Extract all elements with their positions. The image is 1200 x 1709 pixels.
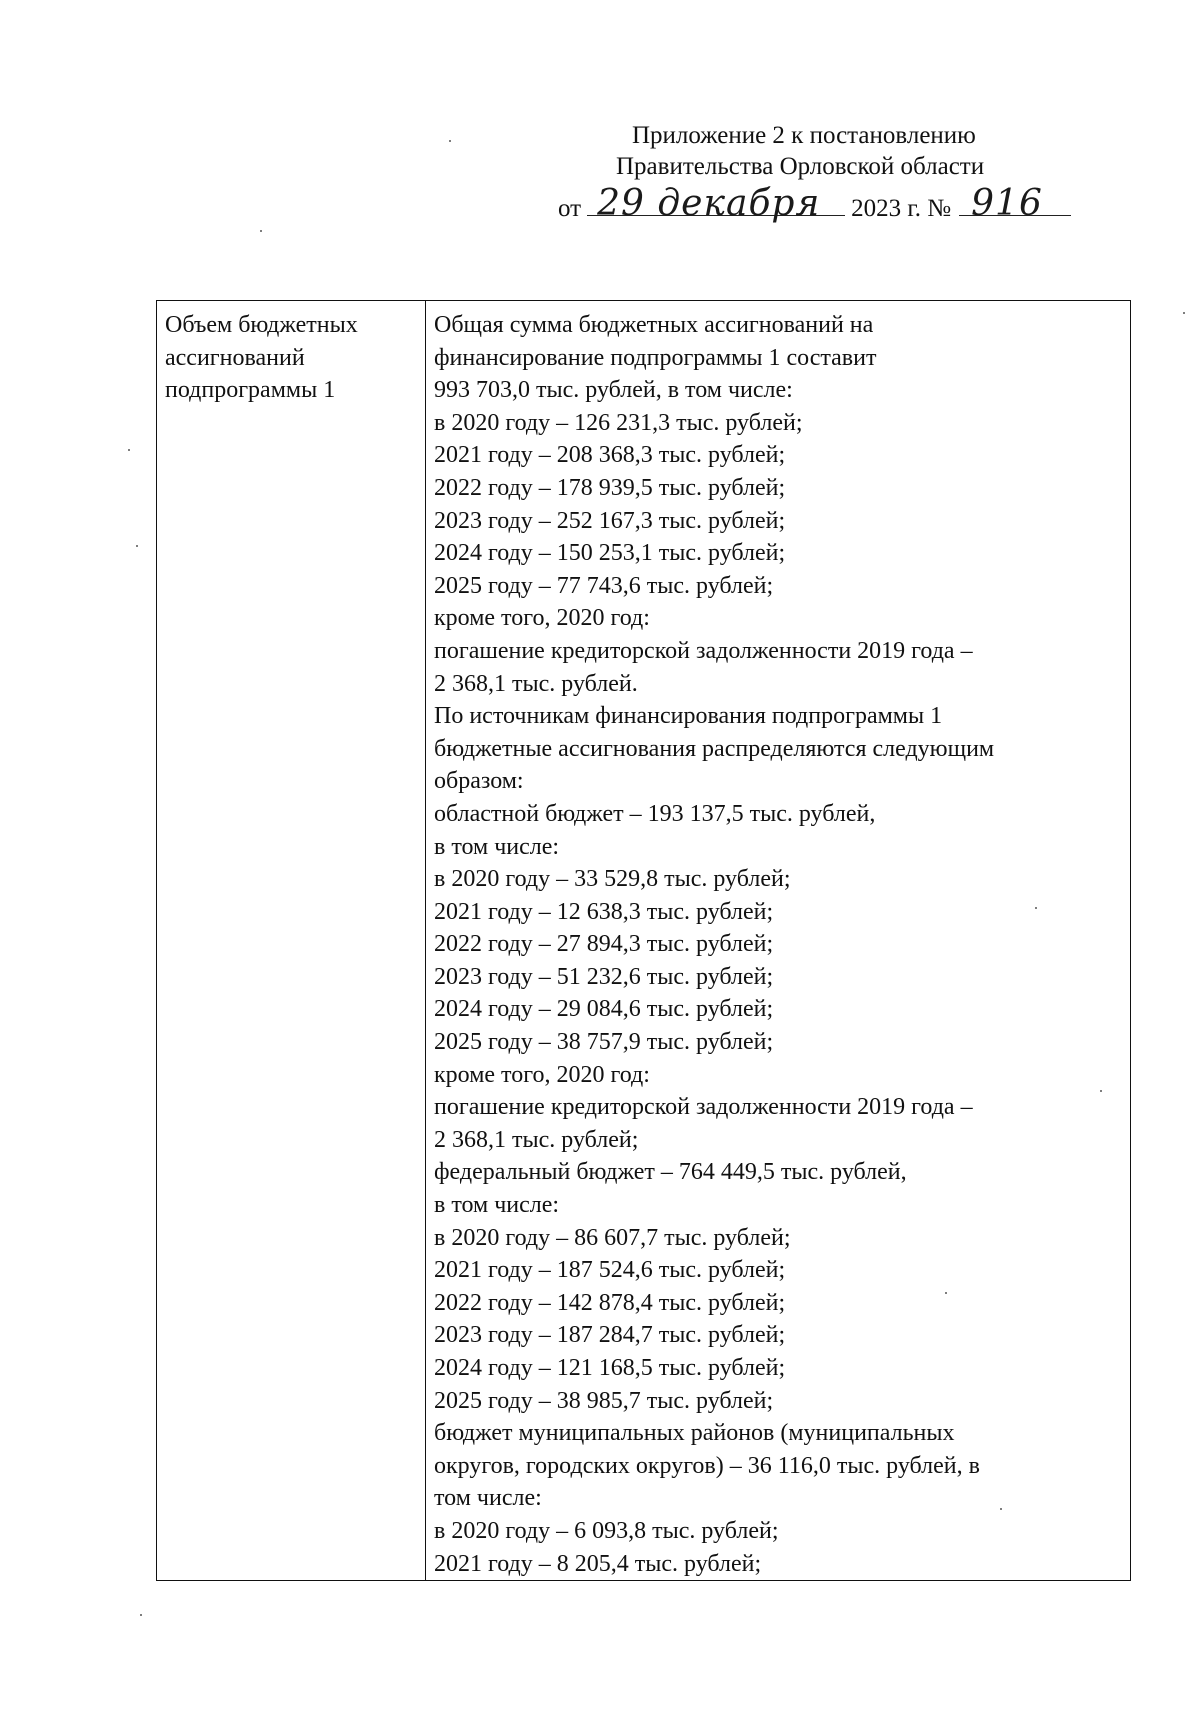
content-line: 2 368,1 тыс. рублей. bbox=[434, 670, 638, 697]
content-line: Общая сумма бюджетных ассигнований на bbox=[434, 312, 874, 338]
content-line: финансирование подпрограммы 1 составит bbox=[434, 344, 877, 371]
content-line: 2023 году – 252 167,3 тыс. рублей; bbox=[434, 507, 786, 534]
label-line: ассигнований bbox=[165, 344, 305, 371]
content-line: 2021 году – 187 524,6 тыс. рублей; bbox=[434, 1257, 786, 1284]
content-line: в 2020 году – 86 607,7 тыс. рублей; bbox=[434, 1224, 791, 1251]
content-line: 993 703,0 тыс. рублей, в том числе: bbox=[434, 377, 793, 404]
government-name: Правительства Орловской области bbox=[616, 153, 985, 180]
content-line: 2024 году – 121 168,5 тыс. рублей; bbox=[434, 1355, 786, 1381]
content-cell bbox=[426, 301, 1131, 1581]
content-line: 2023 году – 187 284,7 тыс. рублей; bbox=[434, 1322, 786, 1349]
content-line: 2 368,1 тыс. рублей; bbox=[434, 1126, 639, 1153]
scan-speck bbox=[449, 140, 451, 142]
label-line: подпрограммы 1 bbox=[165, 377, 336, 404]
scan-speck bbox=[945, 1292, 947, 1294]
content-line: 2022 году – 178 939,5 тыс. рублей; bbox=[434, 474, 786, 501]
content-cell-lines bbox=[432, 309, 1124, 1580]
content-line: федеральный бюджет – 764 449,5 тыс. рублей, bbox=[434, 1159, 907, 1186]
content-line: бюджет муниципальных районов (муниципальных bbox=[434, 1420, 955, 1447]
scan-speck bbox=[1035, 907, 1037, 909]
content-line: 2024 году – 29 084,6 тыс. рублей; bbox=[434, 996, 774, 1023]
label-cell bbox=[157, 301, 426, 1581]
content-line: 2021 году – 8 205,4 тыс. рублей; bbox=[434, 1550, 762, 1577]
content-line: 2025 году – 38 985,7 тыс. рублей; bbox=[434, 1387, 774, 1414]
content-line: том числе: bbox=[434, 1485, 542, 1512]
content-line: в 2020 году – 126 231,3 тыс. рублей; bbox=[434, 409, 803, 436]
label-cell-lines bbox=[163, 309, 419, 407]
table-row bbox=[157, 301, 1131, 1581]
scan-speck bbox=[128, 449, 130, 451]
document-header bbox=[0, 0, 1200, 260]
scan-speck bbox=[1100, 1090, 1102, 1092]
date-field bbox=[587, 183, 845, 224]
content-line: 2023 году – 51 232,6 тыс. рублей; bbox=[434, 963, 774, 990]
scan-speck bbox=[1183, 312, 1185, 314]
scan-speck bbox=[136, 545, 138, 547]
content-line: округов, городских округов) – 36 116,0 тыс. рублей, в bbox=[434, 1452, 980, 1479]
content-line: 2025 году – 77 743,6 тыс. рублей; bbox=[434, 572, 774, 599]
content-line: По источникам финансирования подпрограммы 1 bbox=[434, 703, 943, 730]
content-line: погашение кредиторской задолженности 2019 года – bbox=[434, 637, 973, 664]
content-line: в 2020 году – 33 529,8 тыс. рублей; bbox=[434, 866, 791, 893]
budget-table bbox=[156, 300, 1131, 1581]
content-line: 2021 году – 208 368,3 тыс. рублей; bbox=[434, 442, 786, 469]
content-line: погашение кредиторской задолженности 2019 года – bbox=[434, 1094, 973, 1121]
content-line: 2022 году – 27 894,3 тыс. рублей; bbox=[434, 931, 774, 958]
handwritten-date: 29 декабря bbox=[597, 183, 821, 224]
content-line: 2021 году – 12 638,3 тыс. рублей; bbox=[434, 898, 774, 925]
content-line: бюджетные ассигнования распределяются следующим bbox=[434, 735, 995, 762]
content-line: 2024 году – 150 253,1 тыс. рублей; bbox=[434, 540, 786, 567]
content-line: областной бюджет – 193 137,5 тыс. рублей, bbox=[434, 800, 876, 827]
scan-speck bbox=[260, 230, 262, 232]
year-number-label: 2023 г. № bbox=[851, 195, 952, 222]
content-line: 2022 году – 142 878,4 тыс. рублей; bbox=[434, 1289, 786, 1316]
content-line: в 2020 году – 6 093,8 тыс. рублей; bbox=[434, 1517, 779, 1544]
content-line: в том числе: bbox=[434, 833, 560, 860]
date-number-line bbox=[558, 185, 1071, 224]
content-line: 2025 году – 38 757,9 тыс. рублей; bbox=[434, 1029, 774, 1056]
date-prefix: от bbox=[558, 195, 582, 222]
content-line: в том числе: bbox=[434, 1192, 560, 1219]
content-line: кроме того, 2020 год: bbox=[434, 605, 650, 632]
scan-speck bbox=[140, 1614, 142, 1616]
appendix-title: Приложение 2 к постановлению bbox=[632, 122, 976, 149]
label-line: Объем бюджетных bbox=[165, 312, 358, 338]
scan-speck bbox=[1000, 1508, 1002, 1510]
content-line: образом: bbox=[434, 768, 524, 795]
number-field bbox=[959, 183, 1071, 224]
handwritten-number: 916 bbox=[971, 183, 1043, 224]
content-line: кроме того, 2020 год: bbox=[434, 1061, 650, 1088]
